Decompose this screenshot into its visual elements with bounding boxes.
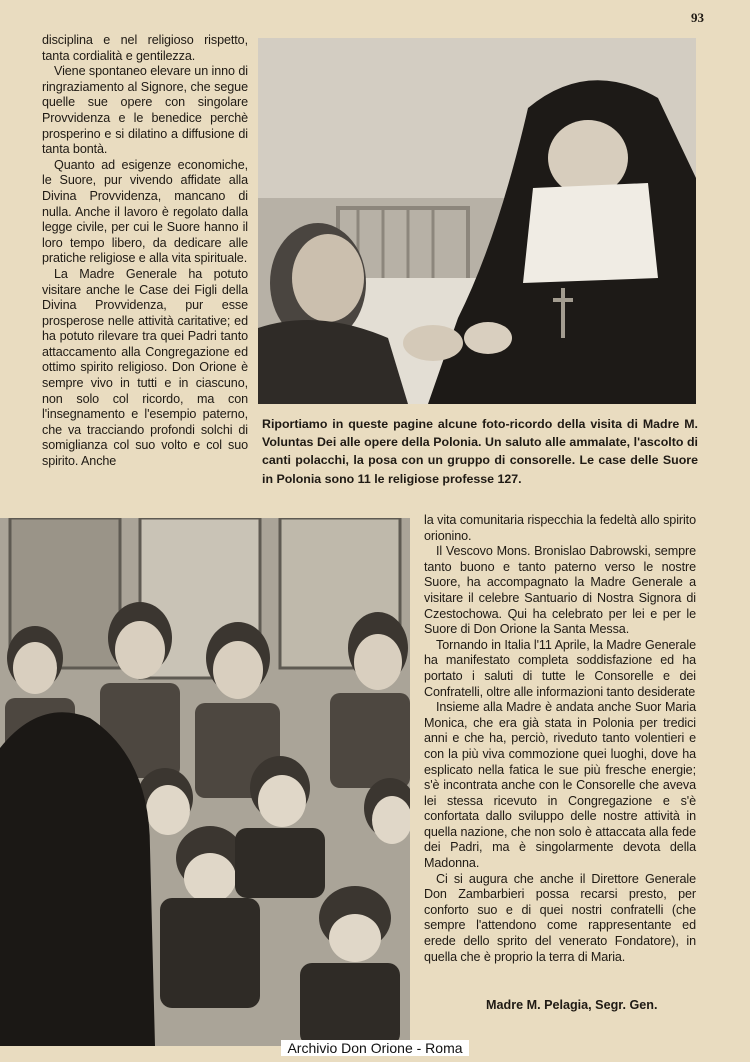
photo-caption: Riportiamo in queste pagine alcune foto-ricordo della visita di Madre M. Voluntas Dei alle opere della Polonia. Un saluto alle ammalate, l'ascolto di canti polacchi, la posa con un gruppo di consorelle. Le case delle Suore in Polonia sono 11 le religiose professe 127.: [262, 417, 698, 486]
photo-children-group: [0, 518, 410, 1046]
photo-illustration: [0, 518, 410, 1046]
signature: Madre M. Pelagia, Segr. Gen.: [486, 998, 658, 1012]
right-text-column: [424, 513, 696, 965]
photo-illustration: [258, 38, 696, 404]
paragraph: La Madre Generale ha potuto visitare anche le Case dei Figli della Divina Provvidenza, pur esse prosperose nelle attività caritative; ed ha potuto rilevare tra quei Padri tanto attaccamento alla Congregazione ed ottimo spirito religioso. Don Orione è sempre vivo in tutti e in ciascuno, non solo col ricordo, ma con l'insegnamento e l'esempio paterno, che va tracciando profondi solchi di somiglianza col suo volto e col suo spirito. Anche: [42, 266, 248, 469]
paragraph: Tornando in Italia l'11 Aprile, la Madre Generale ha manifestato completa soddisfazione ed ha portato i saluti di tutte le Consorelle e dei Confratelli, oltre alle informazioni tanto desiderate: [424, 637, 696, 699]
paragraph: Insieme alla Madre è andata anche Suor Maria Monica, che era già stata in Polonia per tredici anni e che ha, perciò, riveduto tanto volentieri e con la più viva commozione quei luoghi, dove ha esplicato nella fatica le sue più fresche energie; s'è incontrata anche con le Consorelle che aveva lei stessa ricevuto in Congregazione e s'è confortata dallo sviluppo delle nostre attività in quella nazione, che non solo è attaccata alla fede dei Padri, ma è singolarmente devota della Madonna.: [424, 700, 696, 871]
left-text-column: [42, 33, 248, 470]
paragraph: Il Vescovo Mons. Bronislao Dabrowski, sempre tanto buono e tanto paterno verso le nostre Suore, ha accompagnato la Madre Generale a visitare il celebre Santuario di Nostra Signora di Czestochowa. Qui ha celebrato per lei e per le Suore di Don Orione la Santa Messa.: [424, 544, 696, 637]
photo-nun-greeting-patient: [258, 38, 696, 404]
archive-footer: [0, 1040, 750, 1056]
page-number: 93: [691, 10, 704, 25]
paragraph: Viene spontaneo elevare un inno di ringraziamento al Signore, che segue quelle sue opere con singolare Provvidenza e le benedice perchè prosperino e si dilatino a diffusione di tanta bontà.: [42, 64, 248, 157]
paragraph: Quanto ad esigenze economiche, le Suore, pur vivendo affidate alla Divina Provvidenza, mancano di nulla. Anche il lavoro è regolato dalla legge civile, per cui le Suore hanno il loro tempo libero, da dedicare alle pratiche religiose e alla vita spirituale.: [42, 157, 248, 266]
archive-footer-text: Archivio Don Orione - Roma: [281, 1040, 468, 1056]
paragraph: la vita comunitaria rispecchia la fedeltà allo spirito orionino.: [424, 513, 696, 543]
paragraph: Ci si augura che anche il Direttore Generale Don Zambarbieri possa recarsi presto, per conforto suo e di quei nostri confratelli (che sempre l'attendono come rappresentante ed erede dello sprito del venerato Fondatore), in quella che è proprio la terra di Maria.: [424, 871, 696, 964]
paragraph: disciplina e nel religioso rispetto, tanta cordialità e gentilezza.: [42, 33, 248, 63]
